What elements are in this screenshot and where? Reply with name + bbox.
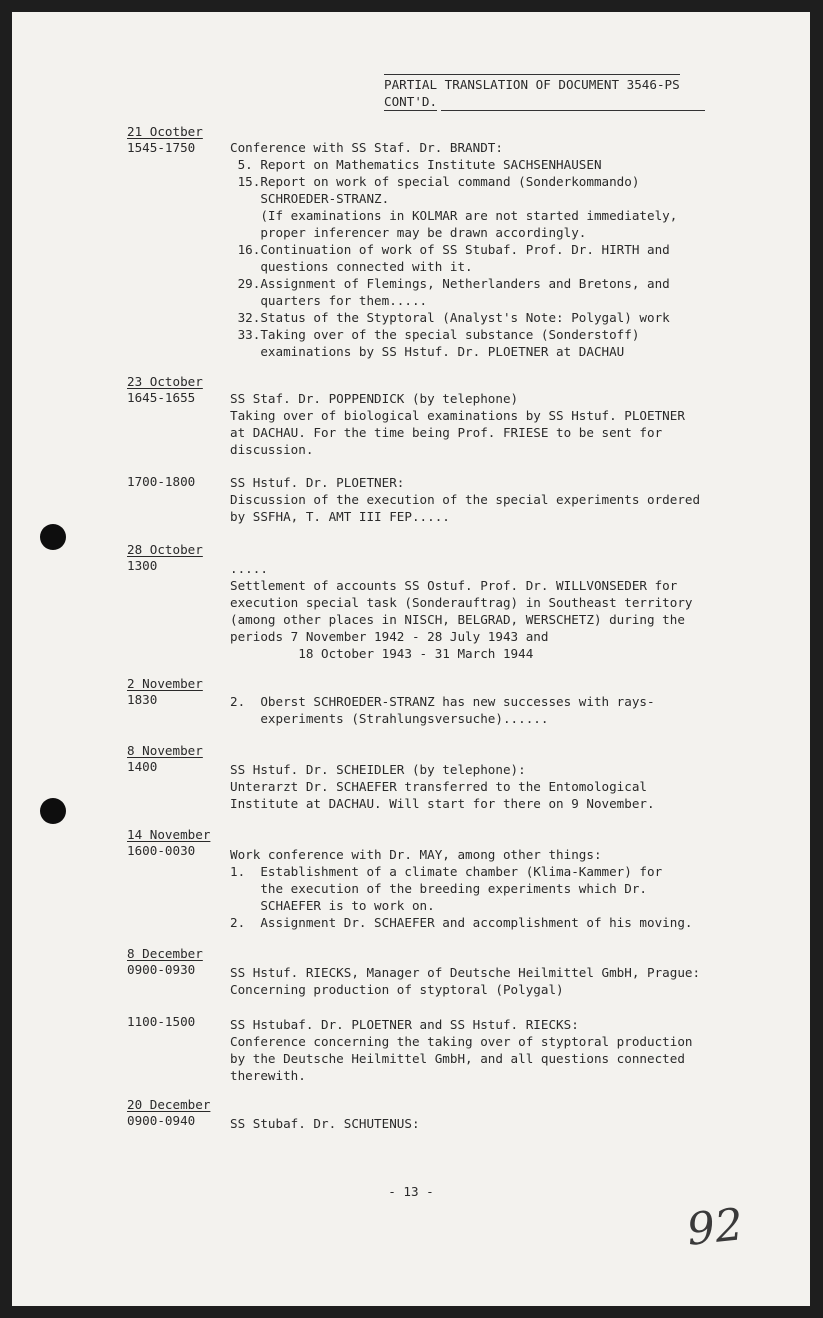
page-footer: - 13 - xyxy=(388,1184,434,1199)
entry-time: 0900-0930 xyxy=(127,962,196,977)
entry-time: 1545-1750 xyxy=(127,140,196,155)
entry-body: SS Staf. Dr. POPPENDICK (by telephone) Taking over of biological examinations by SS Hstuf. PLOETNER at DACHAU. For the time being Prof. FRIESE to be sent for discussion. xyxy=(230,391,685,457)
header-title: PARTIAL TRANSLATION OF DOCUMENT 3546-PS xyxy=(384,74,680,93)
entry-time: 1100-1500 xyxy=(127,1014,196,1029)
entry-date: 8 November xyxy=(127,743,203,758)
entry-time: 1700-1800 xyxy=(127,474,196,489)
entry-body: SS Stubaf. Dr. SCHUTENUS: xyxy=(230,1116,420,1131)
entry-body: SS Hstuf. Dr. PLOETNER: Discussion of the execution of the special experiments ordered by SSFHA, T. AMT III FEP..... xyxy=(230,475,701,524)
handwritten-page-number: 92 xyxy=(684,1199,746,1256)
entry-time: 1645-1655 xyxy=(127,390,196,405)
entry-body: Conference with SS Staf. Dr. BRANDT: 5. Report on Mathematics Institute SACHSENHAUSEN 15.Report on work of special command (Sonderkommando) SCHROEDER-STRANZ. (If examinations in KOLMAR are not started immediately, proper inferencer may be drawn accordingly. 16.Continuation of work of SS Stubaf. Prof. Dr. HIRTH and questions connected with it. 29.Assignment of Flemings, Netherlanders and Bretons, and quarters for them..... 32.Status of the Styptoral (Analyst's Note: Polygal) work 33.Taking over of the special substance (Sonderstoff) examinations by SS Hstuf. Dr. PLOETNER at DACHAU xyxy=(230,140,678,359)
document-page xyxy=(12,12,810,1306)
entry-body: SS Hstuf. Dr. SCHEIDLER (by telephone): Unterarzt Dr. SCHAEFER transferred to the Entomological Institute at DACHAU. Will start for there on 9 November. xyxy=(230,762,655,811)
document-header xyxy=(384,74,705,111)
entry-date: 2 November xyxy=(127,676,203,691)
entry-body: ..... Settlement of accounts SS Ostuf. Prof. Dr. WILLVONSEDER for execution special task (Sonderauftrag) in Southeast territory (among other places in NISCH, BELGRAD, WERSCHETZ) during the periods 7 November 1942 - 28 July 1943 and 18 October 1943 - 31 March 1944 xyxy=(230,561,693,661)
punch-hole xyxy=(40,798,66,824)
entry-body: Work conference with Dr. MAY, among other things: 1. Establishment of a climate chamber (Klima-Kammer) for the execution of the breeding experiments which Dr. SCHAEFER is to work on. 2. Assignment Dr. SCHAEFER and accomplishment of his moving. xyxy=(230,847,693,930)
entry-date: 28 October xyxy=(127,542,203,557)
entry-time: 0900-0940 xyxy=(127,1113,196,1128)
entry-time: 1600-0030 xyxy=(127,843,196,858)
entry-date: 14 November xyxy=(127,827,211,842)
entry-date: 8 December xyxy=(127,946,203,961)
entry-body: 2. Oberst SCHROEDER-STRANZ has new successes with rays- experiments (Strahlungsversuche)...... xyxy=(230,694,655,726)
entry-date: 21 Ocotber xyxy=(127,124,203,139)
punch-hole xyxy=(40,524,66,550)
entry-time: 1830 xyxy=(127,692,158,707)
entry-time: 1300 xyxy=(127,558,158,573)
entry-body: SS Hstuf. RIECKS, Manager of Deutsche Heilmittel GmbH, Prague: Concerning production of styptoral (Polygal) xyxy=(230,965,701,997)
header-contd: CONT'D. xyxy=(384,94,438,109)
entry-body: SS Hstubaf. Dr. PLOETNER and SS Hstuf. RIECKS: Conference concerning the taking over of styptoral production by the Deutsche Heilmittel GmbH, and all questions connected therewith. xyxy=(230,1017,693,1083)
entry-time: 1400 xyxy=(127,759,158,774)
entry-date: 23 October xyxy=(127,374,203,389)
entry-date: 20 December xyxy=(127,1097,211,1112)
